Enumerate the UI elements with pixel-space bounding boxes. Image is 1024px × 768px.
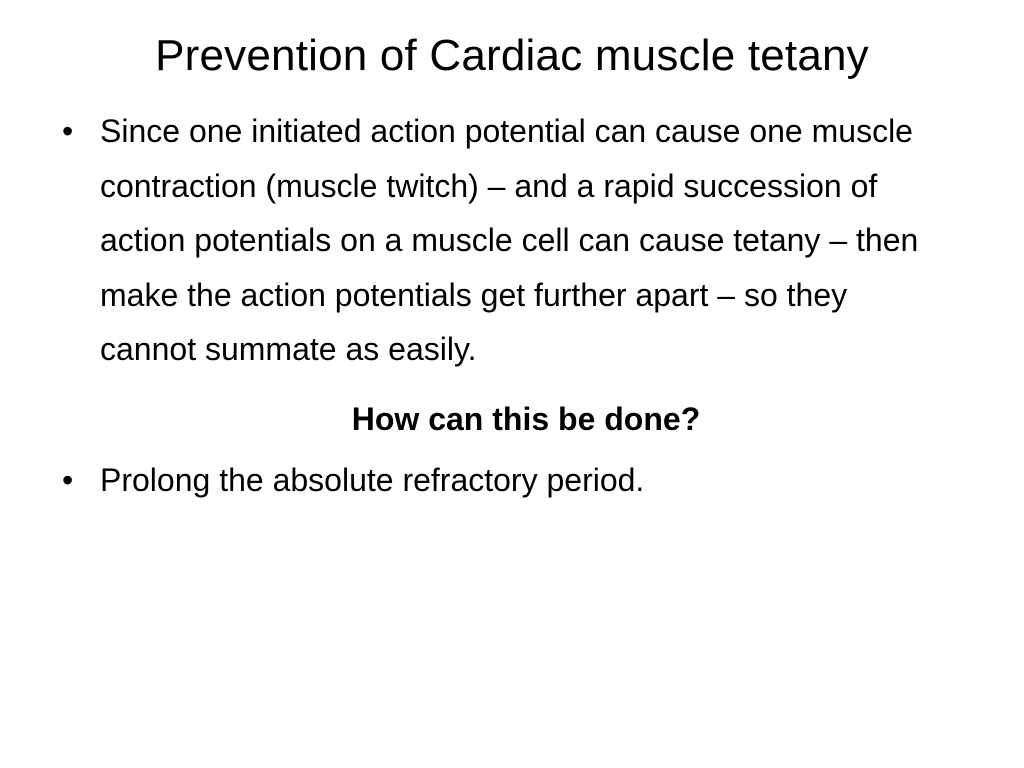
bullet-marker: • [62, 461, 74, 498]
bullet-text: Since one initiated action potential can cause one muscle contraction (muscle twitch) – and a rapid succession of action potentials on a muscle cell can cause tetany – then make the action potentials get further apart – so they cannot summate as easily. [100, 113, 919, 367]
slide-title: Prevention of Cardiac muscle tetany [155, 31, 869, 80]
bullet-item-1 [52, 104, 952, 377]
bullet-item-2 [52, 453, 952, 508]
bullet-text: Prolong the absolute refractory period. [100, 461, 645, 498]
bullet-marker: • [62, 113, 74, 149]
slide-body [52, 104, 952, 507]
question-text: How can this be done? [351, 400, 701, 437]
